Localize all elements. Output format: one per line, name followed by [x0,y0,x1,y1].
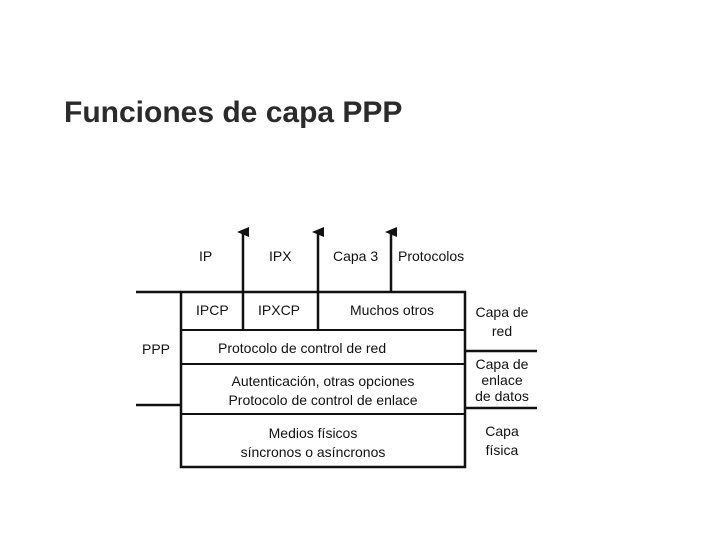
layer-fisica-line1: Capa [485,423,519,439]
label-medios-fisicos: Medios físicos [268,425,358,441]
label-sincronos: síncronos o asíncronos [240,444,386,460]
layer-enlace-line1: Capa de [475,356,529,372]
label-ip: IP [199,248,213,264]
layer-red-line1: Capa de [475,304,529,320]
label-ipxcp: IPXCP [258,302,301,318]
label-ncp: Protocolo de control de red [218,340,387,356]
label-ipcp: IPCP [196,302,229,318]
page-title: Funciones de capa PPP [64,96,403,129]
label-muchos-otros: Muchos otros [350,302,435,318]
label-auth: Autenticación, otras opciones [231,373,415,389]
label-protocolos: Protocolos [398,248,465,264]
layer-enlace-line3: de datos [475,388,529,404]
label-lcp: Protocolo de control de enlace [228,392,418,408]
layer-red-line2: red [491,323,513,339]
label-ppp: PPP [142,341,171,357]
label-ipx: IPX [269,248,292,264]
layer-enlace-line2: enlace [481,372,523,388]
label-capa3: Capa 3 [333,248,379,264]
layer-fisica-line2: física [485,442,519,458]
